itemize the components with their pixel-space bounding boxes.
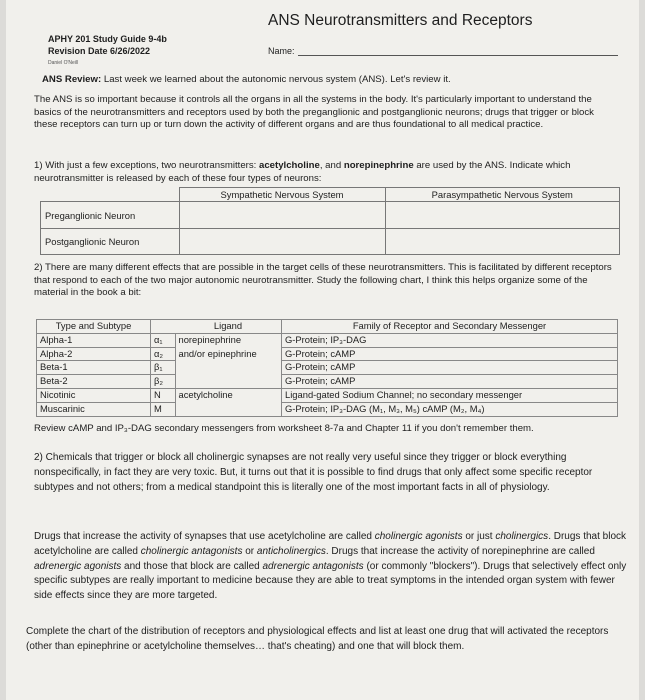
term-anticholinergics: anticholinergics — [256, 545, 326, 557]
course-header — [48, 33, 167, 69]
question-1 — [34, 160, 624, 185]
question-2: 2) There are many different effects that are possible in the target cells of these neurotransmitters. This is facilitated by different receptors that respond to each of the two major autonomic neurotransmitter. Study the following chart, I think this helps organize some of the material in the book a bit: — [34, 262, 612, 298]
paragraph-cholinergic-chemicals — [34, 451, 634, 495]
neurotransmitter-table — [40, 187, 620, 255]
receptor-family: G-Protein; cAMP — [282, 361, 618, 375]
receptor-family: G-Protein; IP₃-DAG (M₁, M₃, M₅) cAMP (M₂, M₄) — [282, 402, 618, 416]
table-row — [37, 361, 618, 375]
name-field[interactable] — [298, 55, 618, 56]
paragraph-drug-classes — [34, 530, 634, 604]
receptor-ligand — [175, 402, 282, 416]
receptor-type: Beta-1 — [37, 361, 151, 375]
intro-paragraph: The ANS is so important because it controls all the organs in all the systems in the body. It's particularly important to understand the basics of the neurotransmitters and receptors used by both the preganglionic and postganglionic neurons; drugs that trigger or block these receptors can turn up or turn down the activity of different organs and are thus foundational to all medical practice. — [34, 94, 594, 130]
receptor-family: Ligand-gated Sodium Channel; no secondary messenger — [282, 388, 618, 402]
receptor-type: Beta-2 — [37, 375, 151, 389]
t1-row-preganglionic: Preganglionic Neuron — [41, 202, 180, 229]
table-row — [41, 202, 620, 229]
t2-header-ligand: Ligand — [175, 320, 282, 334]
q1-norepinephrine: norepinephrine — [343, 160, 414, 171]
p3-text: Drugs that increase the activity of synapses that use acetylcholine are called — [34, 531, 375, 542]
table-row — [37, 375, 618, 389]
ans-review — [42, 74, 622, 87]
receptor-family: G-Protein; cAMP — [282, 347, 618, 361]
table-row — [37, 333, 618, 347]
review-heading: ANS Review: — [42, 74, 102, 85]
p3-text: . Drugs that block acetylcholine are called — [34, 531, 626, 557]
receptor-ligand — [175, 375, 282, 389]
table-row — [37, 388, 618, 402]
p3-text: (or commonly "blockers"). Drugs that selectively effect only specific subtypes are really important to medicine because they are able to treat symptoms in the intended organ system with fewer side effects since they are more targeted. — [34, 560, 627, 602]
t1-header-sympathetic: Sympathetic Nervous System — [179, 188, 385, 202]
receptor-type: Alpha-2 — [37, 347, 151, 361]
q1-text-a: 1) With just a few exceptions, two neurotransmitters: — [34, 160, 260, 171]
receptor-type: Muscarinic — [37, 402, 151, 416]
t2-header-type: Type and Subtype — [37, 320, 151, 334]
t1-header-parasympathetic: Parasympathetic Nervous System — [385, 188, 619, 202]
table-row — [41, 229, 620, 255]
p3-text: . Drugs that increase the activity of norepinephrine are called — [325, 545, 595, 557]
t1-answer-cell[interactable] — [385, 202, 619, 229]
paragraph-instructions — [26, 625, 636, 655]
receptor-type: Nicotinic — [37, 388, 151, 402]
receptor-ligand — [175, 361, 282, 375]
term-cholinergic-antagonists: cholinergic antagonists — [140, 545, 243, 557]
t1-answer-cell[interactable] — [179, 202, 385, 229]
p2-text: 2) Chemicals that trigger or block all cholinergic synapses are not really very useful since they trigger or block everything nonspecifically, in fact they are very toxic. But, it turns out that it is possible to find drugs that only affect some specific receptor subtypes and not others; from a medical standpoint this is literally one of the most important facts in all of physiology. — [34, 452, 593, 493]
t1-corner — [41, 188, 180, 202]
term-adrenergic-antagonists: adrenergic antagonists — [262, 560, 364, 572]
page-title: ANS Neurotransmitters and Receptors — [268, 12, 533, 29]
receptor-symbol: α₁ — [151, 333, 176, 347]
t1-answer-cell[interactable] — [179, 229, 385, 255]
receptor-symbol: β₁ — [151, 361, 176, 375]
author-name: Daniel O'Neill — [48, 60, 79, 66]
q1-text-c: , and — [319, 160, 344, 171]
t1-row-postganglionic: Postganglionic Neuron — [41, 229, 180, 255]
receptor-symbol: M — [151, 402, 176, 416]
p3-text: and those that block are called — [121, 560, 263, 572]
t2-header-family: Family of Receptor and Secondary Messenger — [282, 320, 618, 334]
table-header-row — [37, 320, 618, 334]
receptor-symbol: β₂ — [151, 375, 176, 389]
receptor-family: G-Protein; IP₃-DAG — [282, 333, 618, 347]
q1-text-d: are used by the ANS. Indicate which neurotransmitter is released by each of these four types of neurons: — [34, 160, 571, 184]
name-label: Name: — [268, 46, 295, 56]
receptor-type: Alpha-1 — [37, 333, 151, 347]
term-adrenergic-agonists: adrenergic agonists — [34, 560, 122, 572]
course-id: APHY 201 Study Guide 9-4b — [48, 34, 167, 44]
p4-text: Complete the chart of the distribution of receptors and physiological effects and list at least one drug that will activated the receptors (other than epinephrine or acetylcholine themselves… that's cheating) and one that will block them. — [26, 626, 609, 652]
t2-header-symbol — [151, 320, 176, 334]
q1-acetylcholine: acetylcholine — [259, 160, 320, 171]
p3-text: or just — [462, 531, 496, 542]
term-cholinergic-agonists: cholinergic agonists — [374, 531, 463, 542]
t1-answer-cell[interactable] — [385, 229, 619, 255]
receptor-family: G-Protein; cAMP — [282, 375, 618, 389]
worksheet-page — [6, 0, 639, 700]
review-text: Last week we learned about the autonomic nervous system (ANS). Let's review it. — [101, 74, 451, 85]
term-cholinergics: cholinergics — [495, 531, 549, 542]
receptor-symbol: α₂ — [151, 347, 176, 361]
receptor-ligand: norepinephrine — [175, 333, 282, 347]
table-row — [37, 402, 618, 416]
p3-text: or — [242, 545, 257, 557]
receptor-ligand: acetylcholine — [175, 388, 282, 402]
receptor-ligand: and/or epinephrine — [175, 347, 282, 361]
receptor-table — [36, 319, 618, 417]
review-messengers: Review cAMP and IP₃-DAG secondary messengers from worksheet 8-7a and Chapter 11 if you don't remember them. — [34, 423, 534, 434]
receptor-symbol: N — [151, 388, 176, 402]
table-row — [37, 347, 618, 361]
revision-date: Revision Date 6/26/2022 — [48, 46, 151, 56]
